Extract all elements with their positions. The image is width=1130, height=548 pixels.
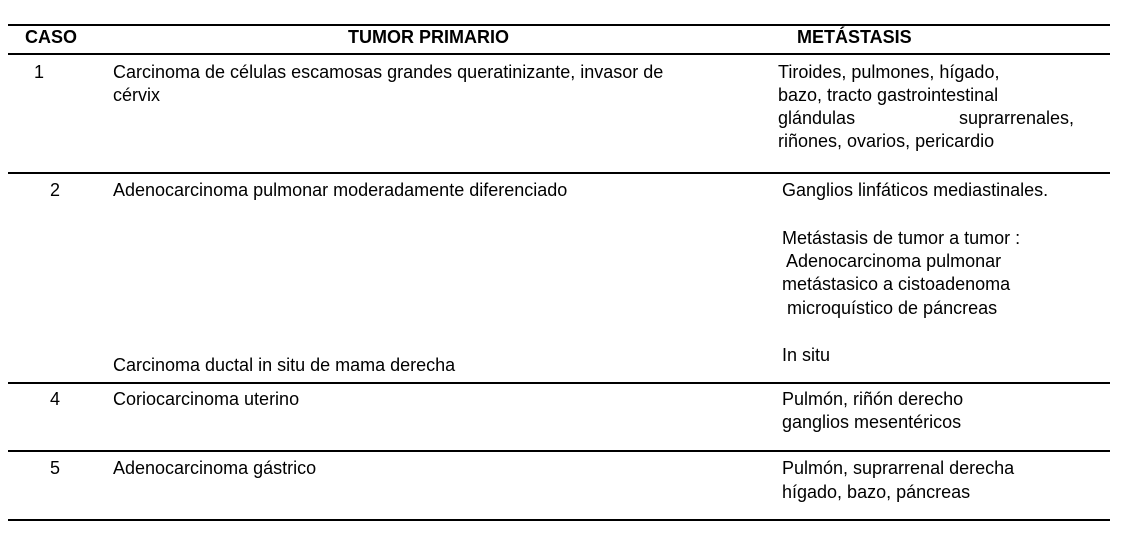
header-metastasis: METÁSTASIS	[797, 27, 912, 47]
row-4-caso: 5	[49, 458, 60, 478]
row-3-caso: 4	[49, 389, 60, 409]
row-1-tumor-line-2: cérvix	[113, 85, 161, 105]
row-divider-3	[8, 450, 1110, 452]
row-1-metastasis-line-1: Tiroides, pulmones, hígado,	[778, 62, 1000, 82]
row-2-tumor-line-1: Adenocarcinoma pulmonar moderadamente diferenciado	[113, 180, 568, 200]
row-2-metastasis-line-3: Adenocarcinoma pulmonar	[782, 251, 1002, 271]
row-1-caso: 1	[33, 62, 44, 82]
row-2-metastasis-line-1: Ganglios linfáticos mediastinales.	[782, 180, 1049, 200]
row-1-metastasis-line-4: riñones, ovarios, pericardio	[778, 131, 995, 151]
table-top-rule	[8, 24, 1110, 26]
row-1-metastasis-line-3	[778, 106, 1074, 130]
row-2-metastasis-line-5: microquístico de páncreas	[782, 298, 998, 318]
row-2-tumor-line-2: Carcinoma ductal in situ de mama derecha	[113, 355, 456, 375]
row-2-metastasis-line-4: metástasico a cistoadenoma	[782, 274, 1011, 294]
row-1-metastasis-line-3-right: suprarrenales,	[958, 108, 1074, 128]
row-divider-2	[8, 382, 1110, 384]
header-caso: CASO	[25, 27, 78, 47]
header-tumor-primario: TUMOR PRIMARIO	[348, 27, 509, 47]
row-3-metastasis-line-2: ganglios mesentéricos	[782, 412, 962, 432]
row-3-tumor-line-1: Coriocarcinoma uterino	[113, 389, 300, 409]
row-4-metastasis-line-1: Pulmón, suprarrenal derecha	[782, 458, 1015, 478]
row-1-tumor-line-1: Carcinoma de células escamosas grandes queratinizante, invasor de	[113, 62, 664, 82]
row-2-metastasis-line-6: In situ	[782, 345, 831, 365]
header-bottom-rule	[8, 53, 1110, 55]
row-divider-1	[8, 172, 1110, 174]
table-bottom-rule	[8, 519, 1110, 521]
row-1-metastasis-line-3-left: glándulas	[778, 108, 856, 128]
row-2-caso: 2	[49, 180, 60, 200]
row-2-metastasis-line-2: Metástasis de tumor a tumor :	[782, 228, 1021, 248]
row-4-tumor-line-1: Adenocarcinoma gástrico	[113, 458, 317, 478]
row-1-metastasis-line-2: bazo, tracto gastrointestinal	[778, 85, 999, 105]
row-3-metastasis-line-1: Pulmón, riñón derecho	[782, 389, 964, 409]
row-4-metastasis-line-2: hígado, bazo, páncreas	[782, 482, 971, 502]
